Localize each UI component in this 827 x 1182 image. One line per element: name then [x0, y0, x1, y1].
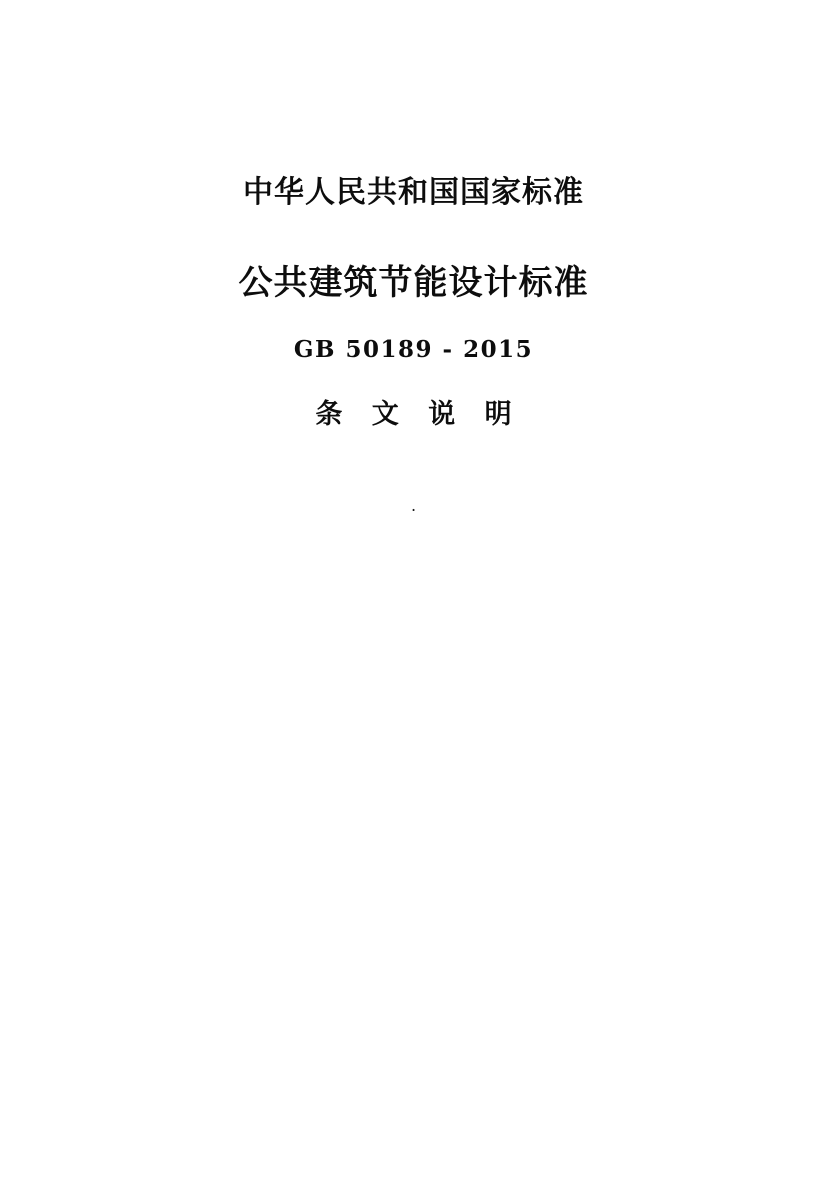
issuer-line: 中华人民共和国国家标准	[243, 175, 584, 210]
center-mark: .	[410, 496, 417, 515]
standard-code: GB 50189 - 2015	[293, 336, 534, 363]
document-subtitle: 条 文 说 明	[315, 399, 522, 430]
standard-title: 公共建筑节能设计标准	[238, 263, 589, 303]
